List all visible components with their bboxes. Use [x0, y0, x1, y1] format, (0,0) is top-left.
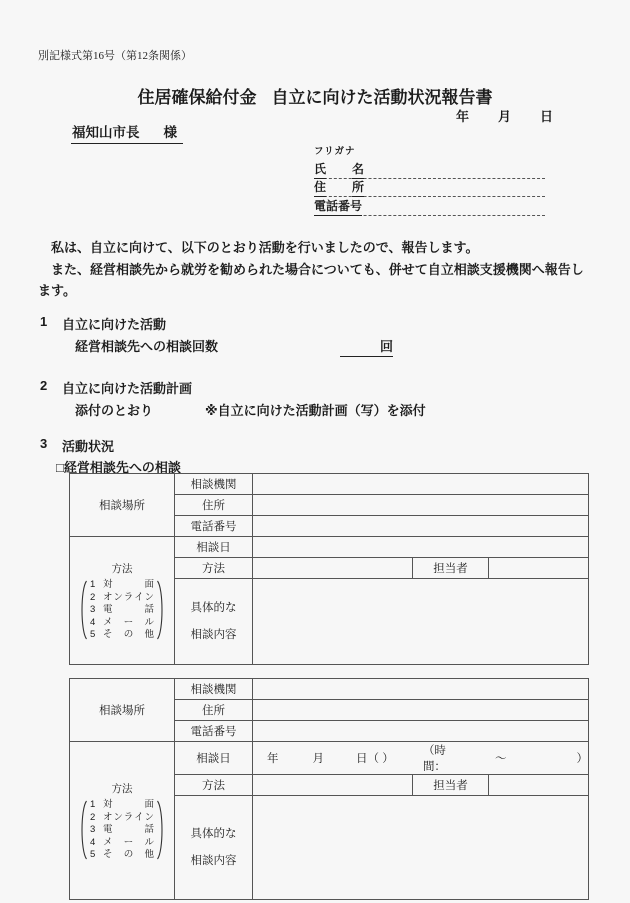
consult-date-template-cell — [253, 742, 589, 775]
method-option: 5 そ の 他 — [90, 849, 154, 860]
date-month-label: 月 — [497, 109, 511, 124]
consultation-table-2 — [69, 678, 589, 900]
address-label-1: 住 — [314, 180, 326, 197]
method-option: 3 電 話 — [90, 824, 154, 835]
addressee — [71, 121, 183, 144]
date-month-label: 月 — [312, 753, 324, 765]
name-label-1: 氏 — [314, 162, 326, 179]
section-2-title: 自立に向けた活動計画 — [62, 381, 193, 396]
content-label-cell: 具体的な 相談内容 — [175, 579, 253, 665]
paren-close-glyph — [157, 580, 165, 640]
method-option: 4 メ ー ル — [90, 616, 154, 628]
address-field — [314, 179, 545, 198]
section-1-title: 自立に向けた活動 — [62, 317, 167, 332]
method-label: 方法 — [175, 558, 253, 579]
staff-label: 担当者 — [413, 558, 489, 579]
time-open-label: （時間： — [422, 745, 446, 773]
consult-count-line — [75, 336, 393, 357]
method-options-list — [90, 579, 154, 640]
staff-input-cell — [489, 775, 589, 796]
phone-label: 電話番号 — [175, 516, 253, 537]
section-3-number: 3 — [40, 436, 48, 451]
date-day-label: 日 — [539, 109, 553, 124]
method-option: 5 そ の 他 — [90, 629, 154, 640]
method-input-cell — [253, 558, 413, 579]
phone-input-cell — [253, 516, 589, 537]
time-tilde: ～ — [495, 753, 507, 765]
method-legend-title: 方法 — [111, 783, 133, 795]
address-input-cell — [253, 495, 589, 516]
staff-label: 担当者 — [413, 775, 489, 796]
consult-date-input-cell — [253, 537, 589, 558]
applicant-block — [314, 143, 545, 216]
paren-open-glyph — [79, 800, 87, 860]
attachment-line — [75, 400, 426, 419]
agency-input-cell — [253, 474, 589, 495]
consult-count-blank: 回 — [340, 336, 393, 357]
page-title — [0, 83, 630, 108]
method-input-cell — [253, 775, 413, 796]
section-3-title: 活動状況 — [62, 439, 115, 454]
agency-label: 相談機関 — [175, 679, 253, 700]
method-legend — [70, 561, 174, 640]
method-option: 2 オ ン ラ イ ン — [90, 811, 154, 823]
method-legend-title: 方法 — [111, 563, 133, 575]
method-legend-cell — [70, 537, 175, 665]
method-label: 方法 — [175, 775, 253, 796]
place-group-label: 相談場所 — [70, 474, 175, 537]
section-1-number: 1 — [40, 314, 48, 329]
paren-open-glyph — [79, 580, 87, 640]
method-options-list — [90, 799, 154, 860]
method-legend-cell — [70, 742, 175, 900]
agency-input-cell — [253, 679, 589, 700]
consult-date-label: 相談日 — [175, 537, 253, 558]
time-close-label: ） — [576, 753, 589, 765]
page-title-right: 自立に向けた活動状況報告書 — [271, 88, 493, 107]
address-input-cell — [253, 700, 589, 721]
place-group-label: 相談場所 — [70, 679, 175, 742]
phone-label: 電話番号 — [314, 199, 362, 216]
content-label-cell: 具体的な 相談内容 — [175, 796, 253, 900]
body-paragraph-2: また、経営相談先から就労を勧められた場合についても、併せて自立相談支援機関へ報告します。 — [38, 261, 584, 298]
attachment-note: ※自立に向けた活動計画（写）を添付 — [205, 403, 426, 418]
section-2-heading — [40, 378, 192, 397]
consult-date-label: 相談日 — [175, 742, 253, 775]
addressee-honorific: 様 — [163, 125, 177, 140]
agency-label: 相談機関 — [175, 474, 253, 495]
paren-close-glyph — [157, 800, 165, 860]
method-option: 1 対 面 — [90, 799, 154, 810]
section-1-heading — [40, 314, 166, 333]
attachment-label: 添付のとおり — [75, 403, 154, 418]
furigana-label: フリガナ — [314, 146, 356, 157]
phone-input-cell — [253, 721, 589, 742]
consultation-checkbox-line: □経営相談先への相談 — [56, 460, 181, 475]
body-paragraph-1: 私は、自立に向けて、以下のとおり活動を行いましたので、報告します。 — [51, 240, 479, 255]
consultation-table-1 — [69, 473, 589, 665]
page-title-left: 住居確保給付金 — [137, 88, 257, 107]
name-label-2: 名 — [352, 162, 364, 179]
phone-label: 電話番号 — [175, 721, 253, 742]
address-label-2: 所 — [352, 180, 364, 197]
section-2-number: 2 — [40, 378, 48, 393]
date-year-label: 年 — [267, 753, 279, 765]
date-year-label: 年 — [456, 109, 470, 124]
phone-field — [314, 197, 545, 216]
body-text — [38, 237, 595, 302]
date-line — [456, 106, 553, 125]
method-option: 2 オ ン ラ イ ン — [90, 591, 154, 603]
section-3-heading — [40, 436, 114, 455]
name-field — [314, 160, 545, 179]
staff-input-cell — [489, 558, 589, 579]
content-input-cell — [253, 579, 589, 665]
address-label: 住所 — [175, 700, 253, 721]
method-legend — [70, 781, 174, 860]
address-label: 住所 — [175, 495, 253, 516]
content-input-cell — [253, 796, 589, 900]
method-option: 1 対 面 — [90, 579, 154, 590]
consult-count-label: 経営相談先への相談回数 — [75, 339, 219, 354]
form-number: 別記様式第16号（第12条関係） — [38, 50, 192, 62]
date-template — [253, 742, 588, 774]
method-option: 3 電 話 — [90, 604, 154, 615]
addressee-name: 福知山市長 — [72, 125, 140, 140]
date-day-label: 日（ ） — [356, 753, 394, 765]
method-option: 4 メ ー ル — [90, 836, 154, 848]
